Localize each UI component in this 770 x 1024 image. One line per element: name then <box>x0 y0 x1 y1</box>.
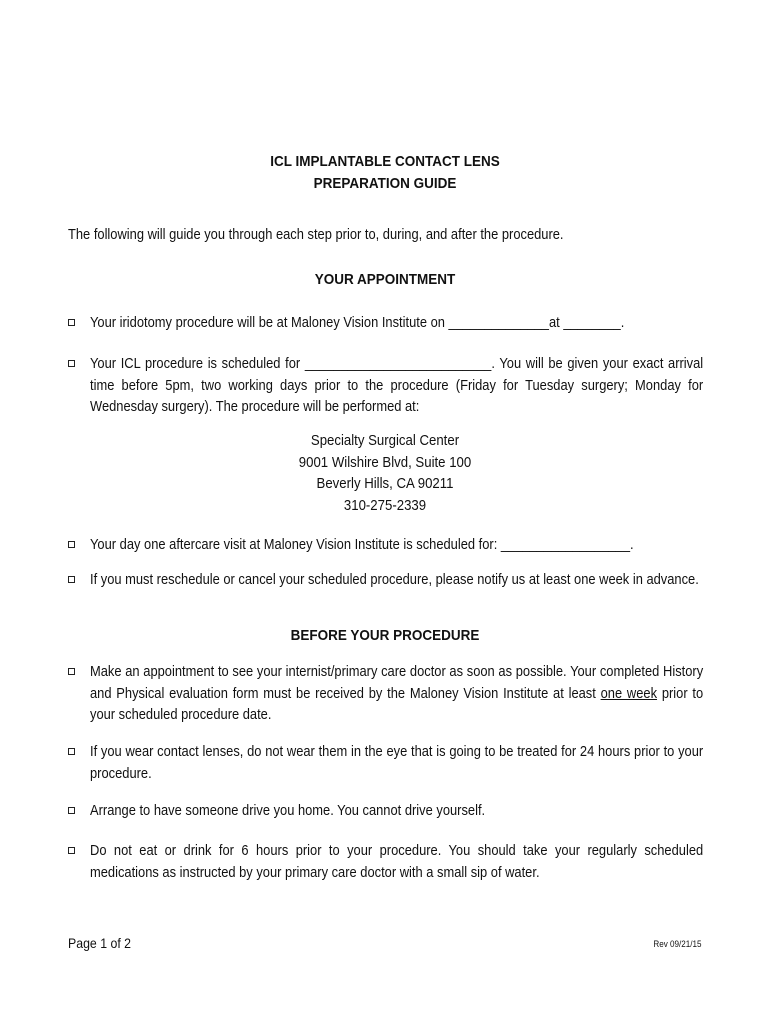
checkbox-icon <box>68 319 75 326</box>
address-street: 9001 Wilshire Blvd, Suite 100 <box>298 453 472 471</box>
document-title <box>39 151 732 195</box>
checkbox-icon <box>68 668 75 675</box>
checkbox-icon <box>68 576 75 583</box>
heading-your-appointment: YOUR APPOINTMENT <box>314 271 456 288</box>
before-item-driver: Arrange to have someone drive you home. You cannot drive yourself. <box>90 802 486 819</box>
checkbox-icon <box>68 541 75 548</box>
checkbox-icon <box>68 847 75 854</box>
address-name: Specialty Surgical Center <box>310 432 460 449</box>
before-item-internist <box>90 661 703 726</box>
before-item-internist-underline: one week <box>600 684 658 702</box>
intro-paragraph: The following will guide you through each step prior to, during, and after the procedure. <box>68 226 564 243</box>
page-number: Page 1 of 2 <box>68 935 132 951</box>
appointment-item-reschedule: If you must reschedule or cancel your scheduled procedure, please notify us at least one week in advance. <box>90 571 699 588</box>
before-item-internist-text-b: prior to your scheduled procedure date. <box>90 684 704 723</box>
appointment-item-iridotomy: Your iridotomy procedure will be at Maloney Vision Institute on ______________at ________. <box>90 314 625 331</box>
title-line-2: PREPARATION GUIDE <box>313 175 457 192</box>
revision-date: Rev 09/21/15 <box>653 939 702 949</box>
address-phone: 310-275-2339 <box>343 496 427 514</box>
appointment-item-aftercare: Your day one aftercare visit at Maloney Vision Institute is scheduled for: __________________. <box>90 536 634 553</box>
before-item-internist-text-a: Make an appointment to see your internist/primary care doctor as soon as possible. Your completed History and Physical evaluation form must be received by the Maloney Vision Institute at least <box>90 663 704 702</box>
checkbox-icon <box>68 748 75 755</box>
before-item-fasting: Do not eat or drink for 6 hours prior to your procedure. You should take your regularly scheduled medications as instructed by your primary care doctor with a small sip of water. <box>90 842 704 881</box>
appointment-item-icl: Your ICL procedure is scheduled for __________________________. You will be given your exact arrival time before 5pm, two working days prior to the procedure (Friday for Tuesday surgery; Monday for Wednesday surgery). The procedure will be performed at: <box>90 355 704 415</box>
checkbox-icon <box>68 807 75 814</box>
heading-before-your-procedure: BEFORE YOUR PROCEDURE <box>290 627 480 644</box>
address-city: Beverly Hills, CA 90211 <box>316 475 454 492</box>
title-line-1: ICL IMPLANTABLE CONTACT LENS <box>270 153 500 170</box>
surgical-center-address <box>46 430 724 516</box>
checkbox-icon <box>68 360 75 367</box>
before-item-contact-lenses: If you wear contact lenses, do not wear them in the eye that is going to be treated for 24 hours prior to your procedure. <box>90 743 704 782</box>
